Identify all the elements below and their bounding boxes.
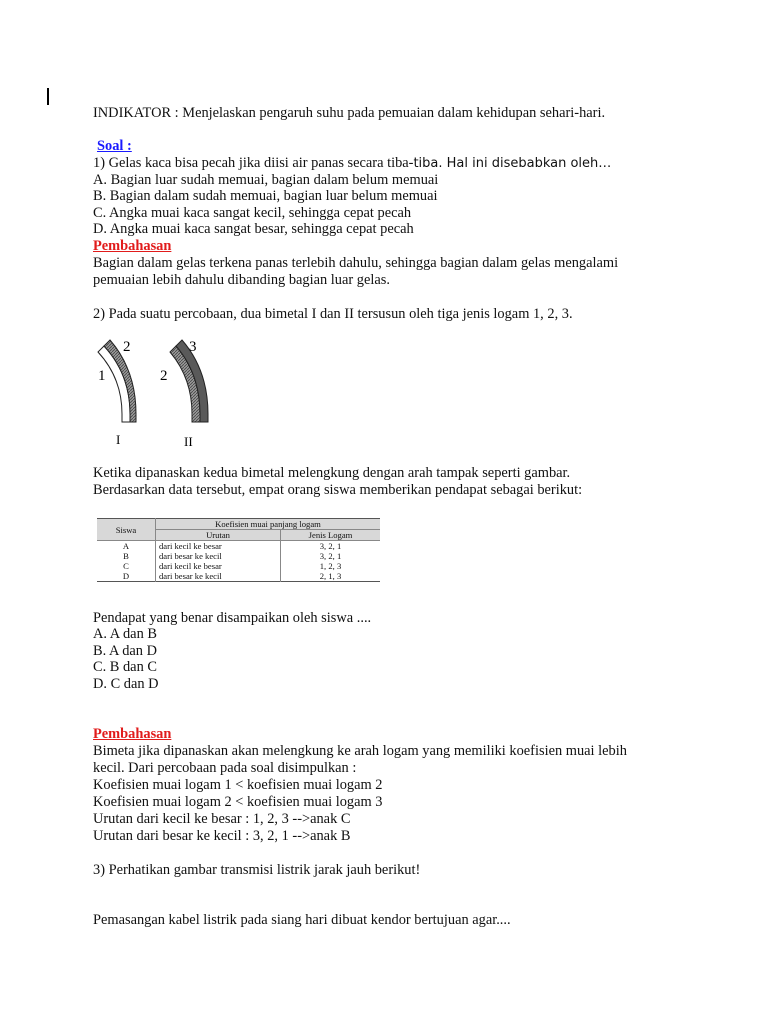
q2-question: 2) Pada suatu percobaan, dua bimetal I dan II tersusun oleh tiga jenis logam 1, 2, 3. (93, 306, 573, 322)
cell-siswa: C (123, 561, 129, 571)
cell-urutan: dari besar ke kecil (156, 571, 281, 582)
table-row (97, 571, 380, 582)
student-opinion-table (97, 518, 380, 582)
strip-ii-outer-label: 3 (189, 339, 197, 355)
strip-ii-inner-label: 2 (160, 368, 168, 384)
cell-siswa: A (122, 541, 130, 551)
q2-pembahasan-line-6: Urutan dari besar ke kecil : 3, 2, 1 -->anak B (93, 828, 351, 844)
q2-pembahasan-line-5: Urutan dari kecil ke besar : 1, 2, 3 -->anak C (93, 811, 351, 827)
cell-jenis: 3, 2, 1 (281, 551, 381, 561)
soal-label: Soal : (97, 138, 132, 154)
q2-context-line-2: Berdasarkan data tersebut, empat orang siswa memberikan pendapat sebagai berikut: (93, 482, 583, 498)
opinion-table (97, 518, 380, 582)
q3-followup: Pemasangan kabel listrik pada siang hari dibuat kendor bertujuan agar.... (93, 912, 511, 928)
q2-pembahasan-line-4: Koefisien muai logam 2 < koefisien muai logam 3 (93, 794, 383, 810)
strip-i-inner-label: 1 (98, 368, 106, 384)
cell-jenis: 1, 2, 3 (281, 561, 381, 571)
cell-siswa: D (122, 571, 130, 581)
cell-urutan: dari kecil ke besar (156, 541, 281, 552)
q2-option-c: C. B dan C (93, 659, 157, 675)
th-koefisien-group: Koefisien muai panjang logam (156, 519, 381, 530)
th-urutan: Urutan (156, 530, 281, 541)
q2-option-b: B. A dan D (93, 643, 157, 659)
th-siswa: Siswa (97, 519, 156, 541)
q1-pembahasan-heading: Pembahasan (93, 238, 172, 254)
table-row (97, 551, 380, 561)
q2-prompt: Pendapat yang benar disampaikan oleh siswa .... (93, 610, 372, 626)
q1-option-b: B. Bagian dalam sudah memuai, bagian luar belum memuai (93, 188, 438, 204)
bimetal-strip-i (98, 339, 136, 447)
q1-question (93, 155, 611, 173)
cell-urutan: dari kecil ke besar (156, 561, 281, 571)
strip-i-name: I (116, 432, 121, 447)
q1-pembahasan-line-1: Bagian dalam gelas terkena panas terlebih dahulu, sehingga bagian dalam gelas mengalami (93, 255, 619, 271)
q2-pembahasan-heading: Pembahasan (93, 726, 172, 742)
q2-option-a: A. A dan B (93, 626, 157, 642)
q1-option-d: D. Angka muai kaca sangat besar, sehingga cepat pecah (93, 221, 414, 237)
q3-question: 3) Perhatikan gambar transmisi listrik jarak jauh berikut! (93, 862, 421, 878)
strip-i-outer-label: 2 (123, 339, 131, 355)
q2-pembahasan-line-2: kecil. Dari percobaan pada soal disimpulkan : (93, 760, 357, 776)
q1-pembahasan-line-2: pemuaian lebih dahulu dibanding bagian luar gelas. (93, 272, 390, 288)
q2-option-d: D. C dan D (93, 676, 159, 692)
q2-pembahasan-line-1: Bimeta jika dipanaskan akan melengkung ke arah logam yang memiliki koefisien muai lebih (93, 743, 627, 759)
q1-question-part2: tiba. Hal ini disebabkan oleh… (413, 156, 612, 171)
table-row (97, 541, 380, 552)
th-jenis-logam: Jenis Logam (281, 530, 381, 541)
cell-jenis: 3, 2, 1 (281, 541, 381, 552)
q1-option-c: C. Angka muai kaca sangat kecil, sehingga cepat pecah (93, 205, 412, 221)
table-row (97, 561, 380, 571)
strip-ii-name: II (184, 434, 193, 449)
soal-heading (97, 138, 132, 155)
q2-pembahasan-line-3: Koefisien muai logam 1 < koefisien muai logam 2 (93, 777, 383, 793)
bimetal-figure (94, 334, 224, 452)
q1-question-part1: 1) Gelas kaca bisa pecah jika diisi air panas secara tiba- (93, 155, 414, 171)
cell-urutan: dari besar ke kecil (156, 551, 281, 561)
indicator-line: INDIKATOR : Menjelaskan pengaruh suhu pada pemuaian dalam kehidupan sehari-hari. (93, 105, 606, 121)
cell-jenis: 2, 1, 3 (281, 571, 381, 582)
bimetal-strip-ii (160, 339, 208, 449)
q1-option-a: A. Bagian luar sudah memuai, bagian dalam belum memuai (93, 172, 439, 188)
text-cursor (47, 88, 49, 105)
q2-context-line-1: Ketika dipanaskan kedua bimetal melengkung dengan arah tampak seperti gambar. (93, 465, 571, 481)
cell-siswa: B (123, 551, 129, 561)
